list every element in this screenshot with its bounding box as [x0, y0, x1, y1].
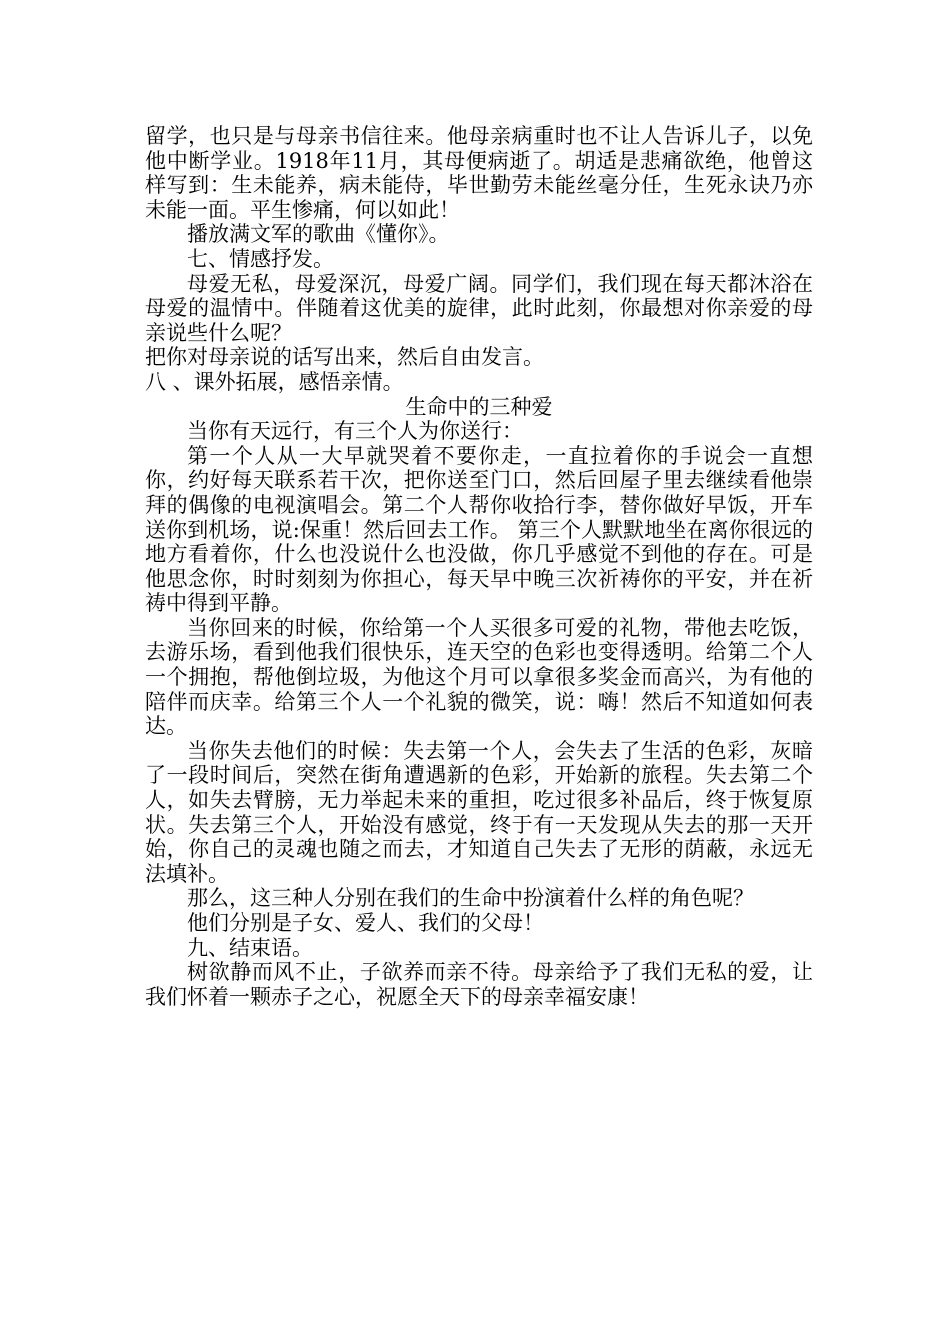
section-heading-9: 九、结束语。	[187, 935, 313, 960]
document-page	[145, 124, 813, 1009]
paragraph-return: 当你回来的时候，你给第一个人买很多可爱的礼物，带他去吃饭，去游乐场，看到他我们很快乐，连天空的色彩也变得透明。给第二个人一个拥抱，帮他倒垃圾，为他这个月可以拿很多奖金而高兴，为有他的陪伴而庆幸。给第三个人一个礼貌的微笑，说：嗨！然后不知道如何表达。	[145, 615, 813, 739]
reading-title: 生命中的三种爱	[405, 394, 553, 419]
paragraph-three-people: 当你有天远行，有三个人为你送行：	[187, 419, 523, 444]
paragraph-lose: 当你失去他们的时候：失去第一个人，会失去了生活的色彩，灰暗了一段时间后，突然在街角遭遇新的色彩，开始新的旅程。失去第二个人，如失去臂膀，无力举起未来的重担，吃过很多补品后，终于恢复原状。失去第三个人，开始没有感觉，终于有一天发现从失去的那一天开始，你自己的灵魂也随之而去，才知道自己失去了无形的荫蔽，永远无法填补。	[145, 738, 813, 886]
paragraph-question: 那么，这三种人分别在我们的生命中扮演着什么样的角色呢？	[187, 886, 754, 911]
paragraph-closing: 树欲静而风不止，子欲养而亲不待。母亲给予了我们无私的爱，让我们怀着一颗赤子之心，祝愿全天下的母亲幸福安康！	[145, 960, 813, 1009]
paragraph-write-down: 把你对母亲说的话写出来，然后自由发言。	[145, 345, 544, 370]
section-heading-8: 八 、课外拓展，感悟亲情。	[145, 369, 404, 394]
section-heading-7: 七、情感抒发。	[187, 246, 334, 271]
paragraph-first-person: 第一个人从一大早就哭着不要你走，一直拉着你的手说会一直想你，约好每天联系若干次，把你送至门口，然后回屋子里去继续看他崇拜的偶像的电视演唱会。第二个人帮你收拾行李，替你做好早饭，开车送你到机场，说:保重！然后回去工作。 第三个人默默地坐在离你很远的地方看着你，什么也没说什么也没做，你几乎感觉不到他的存在。可是他思念你，时时刻刻为你担心，每天早中晚三次祈祷你的平安，并在祈祷中得到平静。	[145, 443, 813, 616]
paragraph-play-song: 播放满文军的歌曲《懂你》。	[187, 222, 450, 247]
paragraph-answer: 他们分别是子女、爱人、我们的父母！	[187, 911, 544, 935]
paragraph-hushi-story: 留学，也只是与母亲书信往来。他母亲病重时也不让人告诉儿子，以免他中断学业。1918年11月，其母便病逝了。胡适是悲痛欲绝，他曾这样写到：生未能养，病未能侍，毕世勤劳未能丝毫分任，生死永诀乃亦未能一面。平生惨痛，何以如此！	[145, 124, 813, 222]
paragraph-mother-love: 母爱无私，母爱深沉，母爱广阔。同学们，我们现在每天都沐浴在母爱的温情中。伴随着这优美的旋律，此时此刻，你最想对你亲爱的母亲说些什么呢？	[145, 271, 813, 345]
